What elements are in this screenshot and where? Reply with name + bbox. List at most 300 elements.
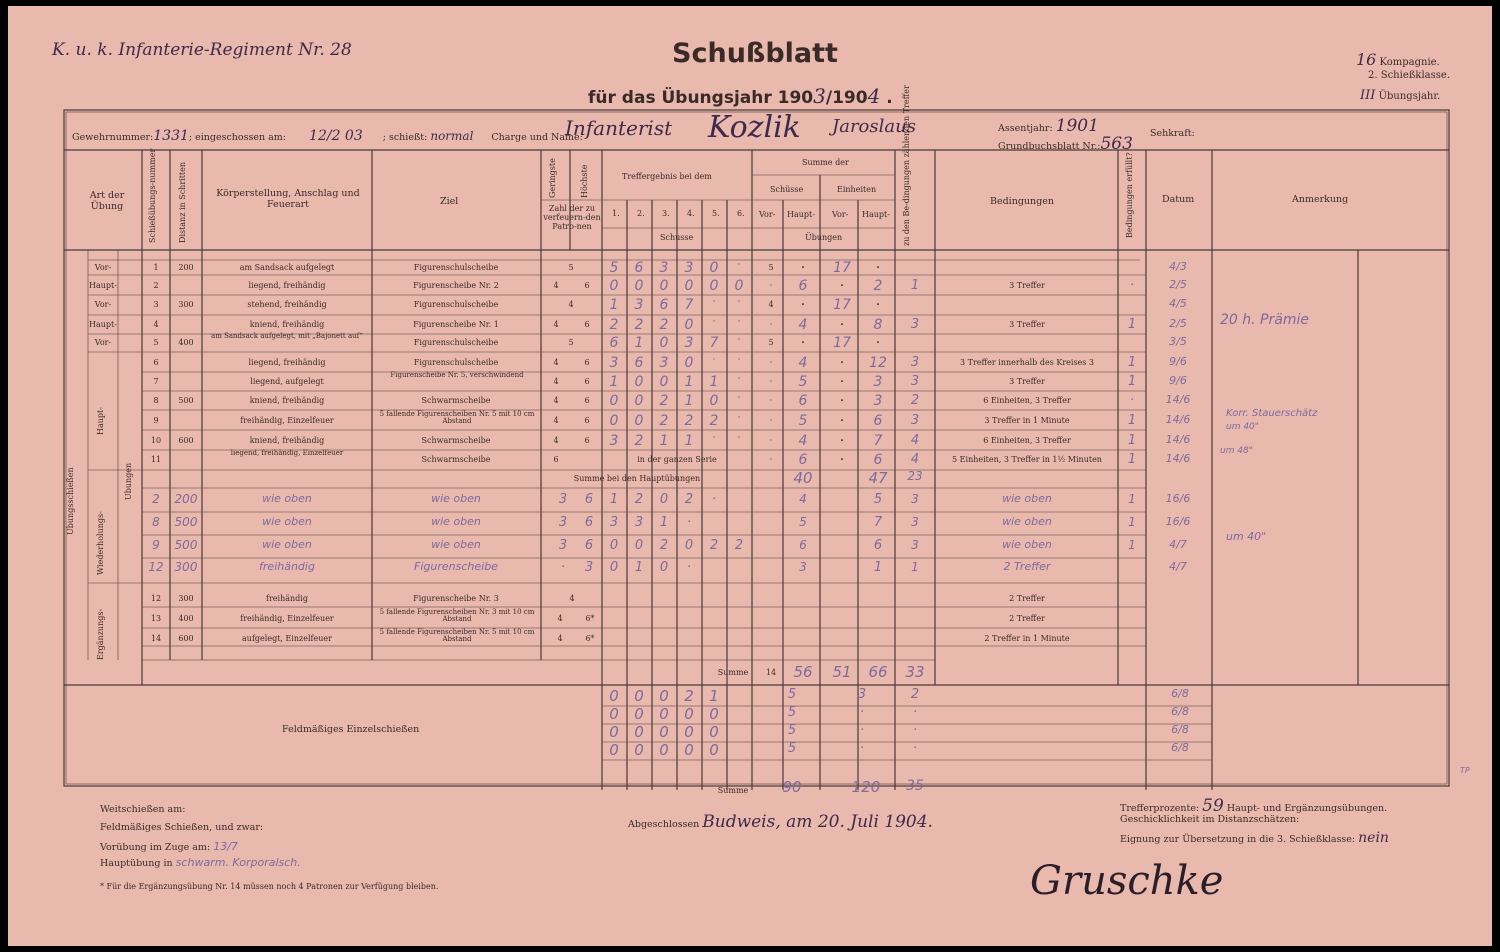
shot-value: 1 <box>684 374 694 390</box>
sum-haupt-einheiten: 6 <box>873 413 883 429</box>
sum-vor-einheiten: · <box>839 452 845 468</box>
shot-value: 2 <box>659 317 669 333</box>
row-datum: 14/6 <box>1165 413 1191 426</box>
feld-shot: 0 <box>684 723 694 741</box>
shot-value: 1 <box>709 374 719 390</box>
col-nummer: Schießübungs-nummer <box>148 148 157 243</box>
wdh-erfuellt: 1 <box>1128 492 1136 506</box>
shot-value: 0 <box>634 413 644 429</box>
summe1-label: Summe <box>717 668 749 677</box>
sum-haupt-einheiten: · <box>875 297 881 313</box>
row-erfuellt: 1 <box>1127 355 1137 370</box>
wdh-nr: 2 <box>152 492 160 506</box>
erg-bedingung: 2 Treffer <box>1009 614 1045 623</box>
row-datum: 14/6 <box>1165 393 1191 406</box>
wdh-dist: 500 <box>174 538 198 552</box>
row-erfuellt: 1 <box>1127 317 1137 332</box>
shot-value: 0 <box>609 413 619 429</box>
shot-value: · <box>712 355 716 364</box>
row-art: Vor- <box>94 263 112 272</box>
abgeschlossen: Abgeschlossen Budweis, am 20. Juli 1904. <box>628 812 933 832</box>
zaehl-treffer: 3 <box>910 355 920 370</box>
row-koerper: am Sandsack aufgelegt <box>239 263 335 272</box>
sum-haupt-schuesse: 5 <box>798 413 808 429</box>
wdh-shot: 1 <box>659 515 669 530</box>
sum-vor-einheiten: · <box>839 374 845 390</box>
wdh-treffer: 3 <box>911 538 919 552</box>
feld-schuesse: 5 <box>787 741 797 756</box>
row-bedingung: 6 Einheiten, 3 Treffer <box>983 436 1071 445</box>
summe-haupt-treffer: 23 <box>907 469 923 483</box>
wdh-nr: 8 <box>152 515 160 529</box>
wdh-shot: 2 <box>709 538 719 553</box>
row-koerper: liegend, aufgelegt <box>250 377 324 386</box>
row-art: Vor- <box>94 300 112 309</box>
wdh-shot: 2 <box>659 538 669 553</box>
wdh-hoe: 6 <box>584 538 594 553</box>
wdh-erfuellt: 1 <box>1128 538 1136 552</box>
voruebung: Vorübung im Zuge am: 13/7 <box>100 840 238 853</box>
wdh-shot: · <box>686 560 692 575</box>
wdh-shot: 0 <box>609 560 619 575</box>
shot-value: 3 <box>684 335 694 351</box>
wdh-sum-schuesse: 6 <box>799 538 807 552</box>
note-um-40: um 40" <box>1226 422 1259 432</box>
shot-num-1: 1. <box>612 209 620 218</box>
col-erfuellt: Bedingungen erfüllt? <box>1125 152 1134 238</box>
shot-value: 2 <box>659 393 669 409</box>
wdh-ger: 3 <box>558 538 568 553</box>
sum-haupt-schuesse: · <box>800 335 806 351</box>
shot-value: 0 <box>684 317 694 333</box>
row-nr: 11 <box>150 455 162 464</box>
shot-value: 2 <box>609 317 619 333</box>
sum-vor-schuesse: · <box>769 358 773 367</box>
shot-value: 2 <box>659 413 669 429</box>
feld-shot: 0 <box>609 705 619 723</box>
sum-haupt-schuesse: 6 <box>798 393 808 409</box>
shot-value: · <box>737 433 741 442</box>
shot-value: · <box>737 374 741 383</box>
row-geringste: 5 <box>568 338 574 347</box>
row-bedingung: 3 Treffer <box>1009 281 1045 290</box>
feld-shot: 0 <box>609 741 619 759</box>
row-ziel: Figurenscheibe Nr. 1 <box>413 320 499 329</box>
feld-datum: 6/8 <box>1171 741 1189 754</box>
feld-datum: 6/8 <box>1171 687 1189 700</box>
summe2-einheiten: 120 <box>851 778 881 796</box>
wdh-shot: 3 <box>634 515 644 530</box>
sum-haupt-einheiten: · <box>875 335 881 351</box>
sum-vor-schuesse: · <box>769 396 773 405</box>
wdh-hoe: 6 <box>584 492 594 507</box>
col-distanz: Distanz in Schritten <box>178 161 187 243</box>
feld-shot: 0 <box>684 741 694 759</box>
row-koerper: kniend, freihändig <box>249 436 325 445</box>
col-haupt-2: Haupt- <box>862 210 890 219</box>
row-dist: 600 <box>178 436 194 445</box>
erg-nr: 12 <box>150 594 162 603</box>
wdh-koerper: wie oben <box>262 515 312 528</box>
wdh-dist: 500 <box>174 515 198 529</box>
row-koerper: freihändig, Einzelfeuer <box>240 416 334 425</box>
row-ziel: Figurenschulscheibe <box>413 263 499 272</box>
shot-value: 5 <box>609 260 619 276</box>
subtitle: für das Übungsjahr 1903/1904 . <box>588 84 893 108</box>
note-korr: Korr. Stauerschätz <box>1226 408 1318 419</box>
erg-nr: 13 <box>150 614 162 623</box>
sum-vor-schuesse: 5 <box>768 338 774 347</box>
wdh-sum-einheiten: 6 <box>873 538 883 553</box>
feld-treffer: · <box>912 705 918 720</box>
col-haupt-1: Haupt- <box>787 210 815 219</box>
row-geringste: 4 <box>553 358 559 367</box>
row-nr: 6 <box>153 358 159 367</box>
summe2-treffer: 35 <box>906 778 924 794</box>
wdh-treffer: 3 <box>911 515 919 529</box>
shot-value: 3 <box>659 355 669 371</box>
shot-value: 0 <box>659 374 669 390</box>
sum-haupt-schuesse: 6 <box>798 278 808 294</box>
wdh-shot: 3 <box>609 515 619 530</box>
shot-value: 2 <box>634 317 644 333</box>
footnote: * Für die Ergänzungsübung Nr. 14 müssen noch 4 Patronen zur Verfügung bleiben. <box>100 882 439 891</box>
row-bedingung: 3 Treffer <box>1009 377 1045 386</box>
shot-value: 1 <box>659 433 669 449</box>
feld-shot: 0 <box>709 705 719 723</box>
row-dist: 500 <box>178 396 194 405</box>
wdh-dist: 200 <box>174 492 198 506</box>
erg-dist: 600 <box>178 634 194 643</box>
wdh-shot: 1 <box>609 492 619 507</box>
wdh-nr: 9 <box>152 538 160 552</box>
wdh-shot: · <box>686 515 692 530</box>
note-um-48: um 48" <box>1220 446 1253 456</box>
row-bedingung: 3 Treffer innerhalb des Kreises 3 <box>959 358 1095 367</box>
row-erfuellt: 1 <box>1127 452 1137 467</box>
sum-vor-einheiten: · <box>839 393 845 409</box>
sum-haupt-schuesse: 4 <box>798 355 808 371</box>
row-bedingung: 5 Einheiten, 3 Treffer in 1½ Minuten <box>952 455 1102 464</box>
zaehl-treffer: 3 <box>910 374 920 389</box>
shot-value: · <box>737 260 741 269</box>
shot-value: 6 <box>634 260 644 276</box>
feld-shot: 0 <box>684 705 694 723</box>
sum-haupt-schuesse: 5 <box>798 374 808 390</box>
shot-value: 3 <box>609 433 619 449</box>
shot-value: 0 <box>709 260 719 276</box>
sum-vor-schuesse: · <box>769 281 773 290</box>
row-datum: 2/5 <box>1169 278 1187 291</box>
row-ziel: Schwarmscheibe <box>421 436 491 445</box>
wdh-sum-einheiten: 7 <box>873 515 883 530</box>
section-wiederholungs: Wiederholungs- <box>96 511 105 575</box>
row-art: Vor- <box>94 338 112 347</box>
row-ziel: Figurenschulscheibe <box>413 338 499 347</box>
note-praemie: 20 h. Prämie <box>1220 312 1309 328</box>
shot-value: 7 <box>684 297 694 313</box>
shot-value: 7 <box>709 335 719 351</box>
wdh-datum: 16/6 <box>1165 492 1191 505</box>
col-treffer: Treffergebnis bei dem <box>622 172 712 181</box>
hauptuebung: Hauptübung in schwarm. Korporalsch. <box>100 856 301 869</box>
row-bedingung: 6 Einheiten, 3 Treffer <box>983 396 1071 405</box>
wdh-nr: 12 <box>148 560 164 574</box>
wdh-treffer: 1 <box>911 560 919 574</box>
wdh-ger: 3 <box>558 515 568 530</box>
sum-vor-einheiten: · <box>839 278 845 294</box>
col-schusse: Schusse <box>660 233 694 242</box>
wdh-erfuellt: 1 <box>1128 515 1136 529</box>
feld-shot: 0 <box>709 723 719 741</box>
shot-value: 0 <box>659 335 669 351</box>
summe2-label: Summe <box>717 786 749 795</box>
shot-value: · <box>737 297 741 306</box>
schiessklasse-line: 2. Schießklasse. <box>1368 70 1451 81</box>
person-line: Gewehrnummer:1331; eingeschossen am: 12/2 03 ; schießt: normal Charge und Name: <box>72 128 583 144</box>
shot-value: 0 <box>684 278 694 294</box>
row-hoechste: 6 <box>584 396 590 405</box>
wdh-bedingung: wie oben <box>1002 515 1052 528</box>
shot-value: 6 <box>609 335 619 351</box>
row-hoechste: 6 <box>584 320 590 329</box>
shot-value: 0 <box>634 278 644 294</box>
row-koerper: liegend, freihändig, Einzelfeuer <box>230 449 344 457</box>
summe1-vor-einheiten: 51 <box>832 663 852 681</box>
row-nr: 5 <box>153 338 159 347</box>
feld-datum: 6/8 <box>1171 723 1189 736</box>
row-datum: 14/6 <box>1165 433 1191 446</box>
section-uebungen: Übungen <box>124 462 133 500</box>
shot-value: 0 <box>709 393 719 409</box>
sum-haupt-einheiten: 8 <box>873 317 883 333</box>
shot-value: 0 <box>609 278 619 294</box>
shot-value: 0 <box>659 278 669 294</box>
erg-ger: 4 <box>557 634 563 643</box>
shot-value: · <box>737 317 741 326</box>
wdh-hoe: 3 <box>584 560 594 575</box>
row-erfuellt: 1 <box>1127 374 1137 389</box>
row-dist: 300 <box>178 300 194 309</box>
row-koerper: kniend, freihändig <box>249 320 325 329</box>
shot-value: · <box>737 335 741 344</box>
wdh-shot: 2 <box>734 538 744 553</box>
summe1-haupt-schuesse: 56 <box>793 663 813 681</box>
col-patronen: Zahl der zu verfeuern-den Patro-nen <box>543 204 601 231</box>
shot-value: · <box>712 433 716 442</box>
row-geringste: 4 <box>553 281 559 290</box>
row-geringste: 4 <box>553 320 559 329</box>
section-feldmaessig: Feldmäßiges Einzelschießen <box>282 724 420 735</box>
col-hoechste: Höchste <box>580 164 589 198</box>
zaehl-treffer: 2 <box>910 393 920 408</box>
eignung: Eignung zur Übersetzung in die 3. Schießklasse: nein <box>1120 830 1389 846</box>
col-vor-1: Vor- <box>759 210 776 219</box>
row-erfuellt: · <box>1129 393 1135 408</box>
row-nr: 9 <box>153 416 159 425</box>
col-vor-2: Vor- <box>832 210 849 219</box>
shot-value: 6 <box>634 355 644 371</box>
row-hoechste: 6 <box>584 281 590 290</box>
row-datum: 4/5 <box>1169 297 1187 310</box>
row-geringste: 4 <box>553 377 559 386</box>
shot-value: 6 <box>659 297 669 313</box>
signature: Gruschke <box>1030 858 1224 904</box>
sum-vor-einheiten: · <box>839 433 845 449</box>
feld-einheiten: · <box>859 723 865 738</box>
wdh-koerper: wie oben <box>262 538 312 551</box>
row-nr: 8 <box>153 396 159 405</box>
row-ziel: Schwarmscheibe <box>421 396 491 405</box>
erg-ger: 4 <box>557 614 563 623</box>
wdh-datum: 4/7 <box>1169 560 1187 573</box>
section-haupt: Haupt- <box>96 407 105 435</box>
section-uebungsschiessen: Übungsschießen <box>66 467 75 535</box>
feld-shot: 0 <box>659 687 669 705</box>
summe1-haupt-einheiten: 66 <box>868 663 888 681</box>
wdh-sum-einheiten: 5 <box>873 492 883 507</box>
zaehl-treffer: 3 <box>910 413 920 428</box>
sum-vor-schuesse: · <box>769 416 773 425</box>
row-datum: 2/5 <box>1169 317 1187 330</box>
surname-value: Kozlik <box>708 110 801 145</box>
erg-dist: 300 <box>178 594 194 603</box>
shot-num-6: 6. <box>737 209 745 218</box>
wdh-shot: 0 <box>609 538 619 553</box>
row-geringste: 4 <box>553 436 559 445</box>
sum-vor-schuesse: 4 <box>768 300 774 309</box>
row-nr: 3 <box>153 300 159 309</box>
shot-value: 2 <box>634 433 644 449</box>
feld-shot: 0 <box>659 723 669 741</box>
row-dist: 200 <box>178 263 194 272</box>
row-ziel: Figurenscheibe Nr. 5, verschwindend <box>390 371 524 379</box>
erg-ziel: 5 fallende Figurenscheiben Nr. 3 mit 10 cm Abstand <box>379 608 535 623</box>
feld-shot: 0 <box>659 705 669 723</box>
row-dist: 400 <box>178 338 194 347</box>
col-geringste: Geringste <box>548 158 557 198</box>
weitschiessen: Weitschießen am: <box>100 804 186 815</box>
row-geringste: 4 <box>553 396 559 405</box>
sum-haupt-schuesse: · <box>800 297 806 313</box>
row-datum: 9/6 <box>1169 374 1187 387</box>
wdh-shot: 0 <box>659 492 669 507</box>
feld-schuesse: 5 <box>787 723 797 738</box>
feld-treffer: · <box>912 723 918 738</box>
col-sum-einheiten: Einheiten <box>837 185 877 194</box>
shot-value: 1 <box>634 335 644 351</box>
row-ziel: Figurenschulscheibe <box>413 358 499 367</box>
shot-value: · <box>737 355 741 364</box>
row-ziel: Schwarmscheibe <box>421 455 491 464</box>
erg-hoe: 6* <box>585 634 595 643</box>
wdh-datum: 16/6 <box>1165 515 1191 528</box>
erg-hoe: 6* <box>585 614 595 623</box>
feld-shot: 0 <box>634 741 644 759</box>
sum-vor-schuesse: 5 <box>768 263 774 272</box>
row-erfuellt: · <box>1129 278 1135 293</box>
feld-treffer: 2 <box>910 687 920 702</box>
shot-value: 0 <box>609 393 619 409</box>
sum-vor-einheiten: 17 <box>833 260 851 276</box>
wdh-bedingung: wie oben <box>1002 492 1052 505</box>
summe1-treffer: 33 <box>905 663 925 681</box>
row-nr: 4 <box>153 320 159 329</box>
geschicklichkeit: Geschicklichkeit im Distanzschätzen: <box>1120 814 1300 825</box>
row-bedingung: 3 Treffer <box>1009 320 1045 329</box>
shot-value: 1 <box>684 393 694 409</box>
shot-num-3: 3. <box>662 209 670 218</box>
row-nr: 7 <box>153 377 159 386</box>
sum-vor-schuesse: · <box>769 455 773 464</box>
wdh-bedingung: 2 Treffer <box>1003 560 1051 573</box>
section-ergaenzungs: Ergänzungs- <box>96 608 105 660</box>
sum-haupt-einheiten: 7 <box>873 433 883 449</box>
row-bedingung: 3 Treffer in 1 Minute <box>984 416 1070 425</box>
charge-value: Infanterist <box>565 116 673 140</box>
sum-haupt-einheiten: 12 <box>869 355 887 371</box>
row-hoechste: 6 <box>584 377 590 386</box>
sum-haupt-schuesse: 6 <box>798 452 808 468</box>
feld-schuesse: 5 <box>787 705 797 720</box>
row-geringste: 4 <box>568 300 574 309</box>
wdh-sum-einheiten: 1 <box>873 560 883 575</box>
document-title: Schußblatt <box>672 38 838 69</box>
zaehl-treffer: 4 <box>910 433 920 448</box>
wdh-sum-schuesse: 4 <box>799 492 807 506</box>
shot-value: 1 <box>609 297 619 313</box>
feld-einheiten: · <box>859 741 865 756</box>
row-koerper: stehend, freihändig <box>247 300 327 309</box>
regiment-heading: K. u. k. Infanterie-Regiment Nr. 28 <box>52 40 352 60</box>
wdh-hoe: 6 <box>584 515 594 530</box>
feld-schuesse: 5 <box>787 687 797 702</box>
sehkraft: Sehkraft: <box>1150 128 1195 139</box>
grundbuchsblatt: Grundbuchsblatt Nr.:563 <box>998 134 1133 154</box>
col-zu-den: zu den Be-dingungen zählenden Treffer <box>902 85 911 246</box>
erg-dist: 400 <box>178 614 194 623</box>
feld-shot: 2 <box>684 687 694 705</box>
feld-shot: 0 <box>709 741 719 759</box>
wdh-shot: 0 <box>684 538 694 553</box>
row-nr: 1 <box>153 263 159 272</box>
firstname-value: Jaroslaus <box>832 116 916 137</box>
wdh-shot: 0 <box>659 560 669 575</box>
shot-value: 0 <box>634 374 644 390</box>
shot-value: · <box>737 393 741 402</box>
sum-haupt-einheiten: 6 <box>873 452 883 468</box>
row-geringste: 5 <box>568 263 574 272</box>
wdh-shot: 2 <box>634 492 644 507</box>
shot-value: · <box>712 297 716 306</box>
wdh-ziel: wie oben <box>431 492 481 505</box>
row-koerper: am Sandsack aufgelegt, mit „Bajonett auf“ <box>211 332 363 340</box>
row-erfuellt: 1 <box>1127 433 1137 448</box>
shot-value: 2 <box>684 413 694 429</box>
sum-vor-schuesse: · <box>769 377 773 386</box>
wdh-koerper: wie oben <box>262 492 312 505</box>
row-art: Haupt- <box>89 281 117 290</box>
row-erfuellt: 1 <box>1127 413 1137 428</box>
trefferprozente: Trefferprozente: 59 Haupt- und Ergänzungsübungen. <box>1120 796 1388 816</box>
shot-num-4: 4. <box>687 209 695 218</box>
feld-shot: 0 <box>634 723 644 741</box>
row-ziel: Figurenschulscheibe <box>413 300 499 309</box>
col-art: Art der Übung <box>89 190 125 212</box>
uebungsjahr-line: III Übungsjahr. <box>1360 88 1441 103</box>
wdh-koerper: freihändig <box>259 560 315 573</box>
sum-vor-einheiten: 17 <box>833 335 851 351</box>
